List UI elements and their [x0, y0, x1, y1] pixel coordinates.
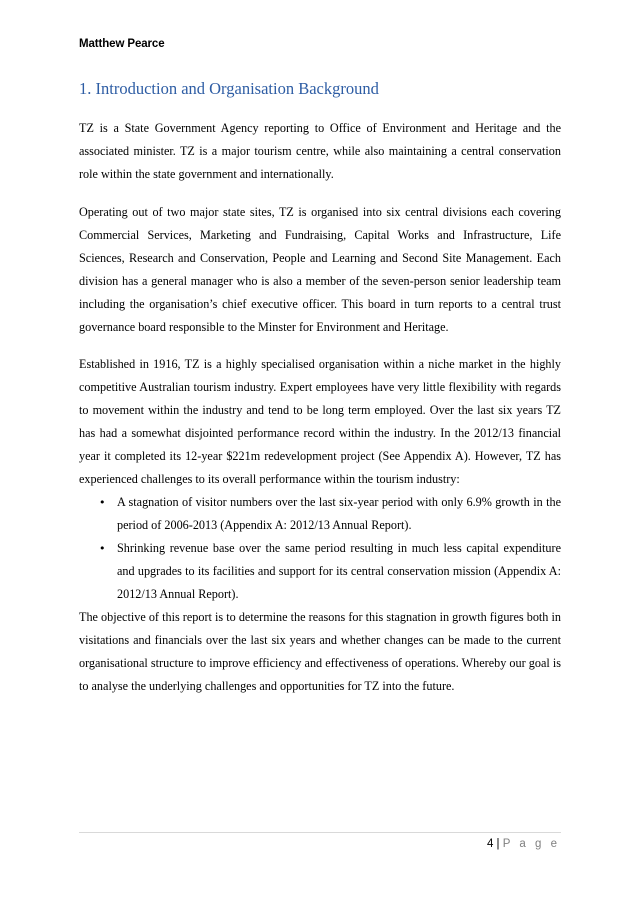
- bullet-list: [79, 491, 561, 606]
- list-item-text: A stagnation of visitor numbers over the last six-year period with only 6.9% growth in the period of 2006-2013 (Appendix A: 2012/13 Annual Report).: [117, 495, 561, 532]
- footer-divider: [79, 832, 561, 833]
- paragraph: Operating out of two major state sites, TZ is organised into six central divisions each covering Commercial Services, Marketing and Fundraising, Capital Works and Infrastructure, Life Sciences, Research and Conservation, People and Learning and Second Site Management. Each division has a general manager who is also a member of the seven-person senior leadership team including the organisation’s chief executive officer. This board in turn reports to a central trust governance board responsible to the Minster for Environment and Heritage.: [79, 204, 561, 334]
- paragraph: TZ is a State Government Agency reporting to Office of Environment and Heritage and the associated minister. TZ is a major tourism centre, while also maintaining a central conservation role within the state government and internationally.: [79, 121, 561, 181]
- list-item: [79, 491, 561, 537]
- section-body: [79, 117, 561, 698]
- list-item-text: Shrinking revenue base over the same period resulting in much less capital expenditure and upgrades to its facilities and support for its central conservation mission (Appendix A: 2012/13 Annual Report).: [117, 541, 561, 601]
- bullet-icon: •: [99, 542, 106, 555]
- list-item: [79, 537, 561, 606]
- header-author: Matthew Pearce: [79, 38, 165, 50]
- paragraph: Established in 1916, TZ is a highly specialised organisation within a niche market in the highly competitive Australian tourism industry. Expert employees have very little flexibility with regards to movement within the industry and tend to be long term employed. Over the last six years TZ has had a somewhat disjointed performance record within the industry. In the 2012/13 financial year it completed its 12-year $221m redevelopment project (See Appendix A). However, TZ has experienced challenges to its overall performance within the tourism industry:: [79, 357, 561, 486]
- footer-separator: |: [496, 838, 500, 850]
- bullet-icon: •: [99, 496, 106, 509]
- page-footer: [487, 838, 560, 850]
- page-label: P a g e: [502, 838, 560, 850]
- section-heading: 1. Introduction and Organisation Background: [79, 79, 379, 98]
- page-number: 4: [486, 838, 494, 850]
- closing-paragraph: The objective of this report is to determine the reasons for this stagnation in growth figures both in visitations and financials over the last six years and whether changes can be made to the current organisational structure to improve efficiency and effectiveness of operations. Whereby our goal is to analyse the underlying challenges and opportunities for TZ into the future.: [79, 610, 561, 693]
